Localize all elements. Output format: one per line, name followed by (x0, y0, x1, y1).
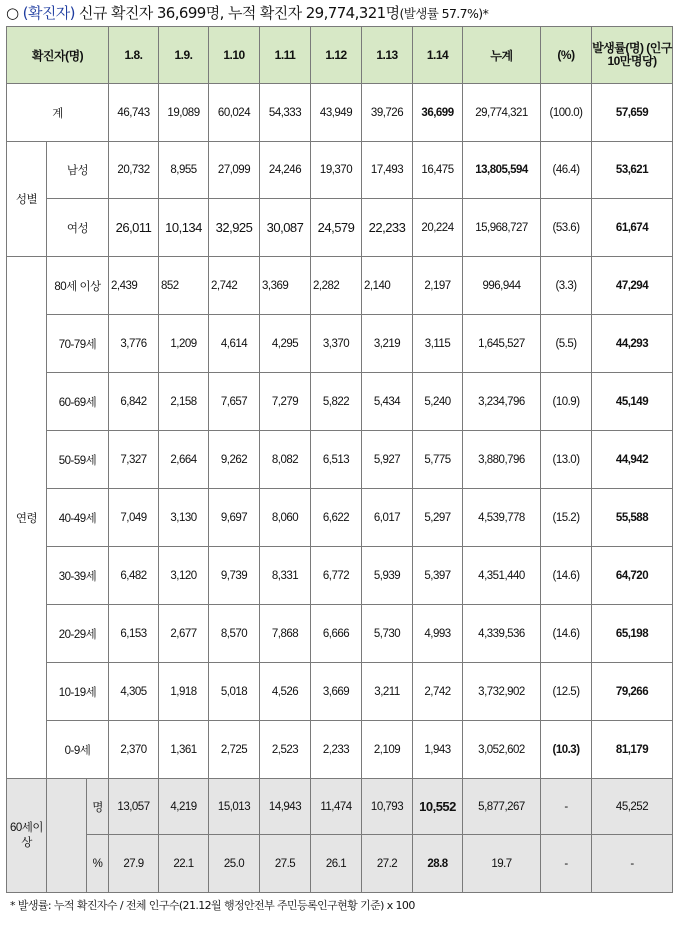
value-cell: 5,018 (209, 663, 260, 721)
value-cell: 10,552 (413, 779, 463, 835)
rate-cell: 45,252 (592, 779, 673, 835)
value-cell: 6,666 (311, 605, 362, 663)
value-cell: 20,224 (413, 199, 463, 257)
row-label: 20-29세 (47, 605, 109, 663)
value-cell: 5,434 (362, 373, 413, 431)
value-cell: 9,739 (209, 547, 260, 605)
cumulative-cell: 3,234,796 (463, 373, 541, 431)
rate-cell: 45,149 (592, 373, 673, 431)
value-cell: 6,017 (362, 489, 413, 547)
value-cell: 9,262 (209, 431, 260, 489)
value-cell: 1,209 (159, 315, 209, 373)
rate-cell: 44,942 (592, 431, 673, 489)
value-cell: 36,699 (413, 84, 463, 142)
value-cell: 19,089 (159, 84, 209, 142)
sex-row-male (7, 142, 673, 199)
header-cumulative: 누계 (463, 27, 541, 84)
title-paren-open: ( (22, 4, 28, 22)
report-title (6, 2, 656, 24)
percent-cell: - (541, 835, 592, 893)
value-cell: 2,109 (362, 721, 413, 779)
title-main-text: 신규 확진자 36,699명, 누적 확진자 29,774,321명 (74, 4, 400, 22)
value-cell: 7,868 (260, 605, 311, 663)
age-row (7, 547, 673, 605)
percent-cell: (14.6) (541, 605, 592, 663)
rate-cell: 44,293 (592, 315, 673, 373)
unit-label: % (87, 835, 109, 893)
cumulative-cell: 1,645,527 (463, 315, 541, 373)
value-cell: 43,949 (311, 84, 362, 142)
value-cell: 4,305 (109, 663, 159, 721)
header-row (7, 27, 673, 84)
value-cell: 8,060 (260, 489, 311, 547)
row-label: 70-79세 (47, 315, 109, 373)
value-cell: 24,579 (311, 199, 362, 257)
value-cell: 2,742 (413, 663, 463, 721)
age-row (7, 663, 673, 721)
value-cell: 6,772 (311, 547, 362, 605)
value-cell: 10,134 (159, 199, 209, 257)
value-cell: 2,370 (109, 721, 159, 779)
value-cell: 27.5 (260, 835, 311, 893)
rate-cell: - (592, 835, 673, 893)
footnote: * 발생률: 누적 확진자수 / 전체 인구수(21.12월 행정안전부 주민등록인구현황 기준) x 100 (10, 899, 415, 912)
value-cell: 6,622 (311, 489, 362, 547)
value-cell: 5,927 (362, 431, 413, 489)
value-cell: 46,743 (109, 84, 159, 142)
value-cell: 5,397 (413, 547, 463, 605)
value-cell: 4,526 (260, 663, 311, 721)
unit-label: 명 (87, 779, 109, 835)
sex-row-female (7, 199, 673, 257)
percent-cell: (5.5) (541, 315, 592, 373)
value-cell: 2,233 (311, 721, 362, 779)
value-cell: 19,370 (311, 142, 362, 199)
rate-cell: 79,266 (592, 663, 673, 721)
cumulative-cell: 4,539,778 (463, 489, 541, 547)
value-cell: 2,197 (413, 257, 463, 315)
value-cell: 7,049 (109, 489, 159, 547)
value-cell: 6,513 (311, 431, 362, 489)
header-date: 1.12 (311, 27, 362, 84)
header-date: 1.8. (109, 27, 159, 84)
percent-cell: - (541, 779, 592, 835)
age-row (7, 431, 673, 489)
row-label: 10-19세 (47, 663, 109, 721)
group-spacer (47, 779, 87, 893)
cumulative-cell: 3,052,602 (463, 721, 541, 779)
value-cell: 28.8 (413, 835, 463, 893)
row-label: 30-39세 (47, 547, 109, 605)
value-cell: 5,297 (413, 489, 463, 547)
title-confirmed-label: 확진자 (27, 4, 70, 22)
percent-cell: (12.5) (541, 663, 592, 721)
header-date: 1.10 (209, 27, 260, 84)
value-cell: 60,024 (209, 84, 260, 142)
value-cell: 20,732 (109, 142, 159, 199)
row-label: 계 (7, 84, 109, 142)
header-category: 확진자(명) (7, 27, 109, 84)
cumulative-cell: 4,351,440 (463, 547, 541, 605)
value-cell: 5,240 (413, 373, 463, 431)
percent-cell: (10.9) (541, 373, 592, 431)
rate-cell: 57,659 (592, 84, 673, 142)
value-cell: 10,793 (362, 779, 413, 835)
value-cell: 7,657 (209, 373, 260, 431)
group-label-age: 연령 (7, 257, 47, 779)
row-label: 여성 (47, 199, 109, 257)
value-cell: 852 (159, 257, 209, 315)
value-cell: 4,219 (159, 779, 209, 835)
value-cell: 26,011 (109, 199, 159, 257)
rate-cell: 55,588 (592, 489, 673, 547)
row-label: 40-49세 (47, 489, 109, 547)
age-row (7, 489, 673, 547)
value-cell: 17,493 (362, 142, 413, 199)
value-cell: 3,219 (362, 315, 413, 373)
value-cell: 2,140 (362, 257, 413, 315)
value-cell: 22.1 (159, 835, 209, 893)
age-row (7, 257, 673, 315)
rate-cell: 61,674 (592, 199, 673, 257)
value-cell: 5,822 (311, 373, 362, 431)
rate-cell: 47,294 (592, 257, 673, 315)
value-cell: 1,918 (159, 663, 209, 721)
percent-cell: (13.0) (541, 431, 592, 489)
value-cell: 13,057 (109, 779, 159, 835)
value-cell: 54,333 (260, 84, 311, 142)
value-cell: 3,369 (260, 257, 311, 315)
value-cell: 2,158 (159, 373, 209, 431)
header-date: 1.11 (260, 27, 311, 84)
cumulative-cell: 3,880,796 (463, 431, 541, 489)
cumulative-cell: 13,805,594 (463, 142, 541, 199)
value-cell: 27,099 (209, 142, 260, 199)
value-cell: 5,939 (362, 547, 413, 605)
over60-pct-row (7, 835, 673, 893)
value-cell: 2,742 (209, 257, 260, 315)
header-date: 1.13 (362, 27, 413, 84)
percent-cell: (3.3) (541, 257, 592, 315)
value-cell: 8,955 (159, 142, 209, 199)
age-row (7, 315, 673, 373)
value-cell: 27.9 (109, 835, 159, 893)
cumulative-cell: 996,944 (463, 257, 541, 315)
value-cell: 30,087 (260, 199, 311, 257)
cumulative-cell: 5,877,267 (463, 779, 541, 835)
confirmed-cases-table (6, 26, 673, 893)
value-cell: 1,943 (413, 721, 463, 779)
value-cell: 7,279 (260, 373, 311, 431)
percent-cell: (100.0) (541, 84, 592, 142)
value-cell: 3,776 (109, 315, 159, 373)
value-cell: 4,295 (260, 315, 311, 373)
cumulative-cell: 29,774,321 (463, 84, 541, 142)
total-row (7, 84, 673, 142)
over60-count-row (7, 779, 673, 835)
percent-cell: (53.6) (541, 199, 592, 257)
value-cell: 3,120 (159, 547, 209, 605)
value-cell: 5,775 (413, 431, 463, 489)
value-cell: 2,677 (159, 605, 209, 663)
value-cell: 1,361 (159, 721, 209, 779)
bullet-circle: ○ (6, 4, 19, 22)
title-paren-close: ) (69, 4, 75, 22)
age-row (7, 373, 673, 431)
rate-cell: 81,179 (592, 721, 673, 779)
value-cell: 6,482 (109, 547, 159, 605)
row-label: 50-59세 (47, 431, 109, 489)
value-cell: 2,664 (159, 431, 209, 489)
value-cell: 25.0 (209, 835, 260, 893)
value-cell: 4,993 (413, 605, 463, 663)
value-cell: 16,475 (413, 142, 463, 199)
value-cell: 5,730 (362, 605, 413, 663)
value-cell: 39,726 (362, 84, 413, 142)
value-cell: 6,842 (109, 373, 159, 431)
title-rate-note: (발생률 57.7%)* (399, 6, 489, 21)
value-cell: 7,327 (109, 431, 159, 489)
value-cell: 32,925 (209, 199, 260, 257)
cumulative-cell: 19.7 (463, 835, 541, 893)
rate-cell: 64,720 (592, 547, 673, 605)
header-percent: (%) (541, 27, 592, 84)
value-cell: 15,013 (209, 779, 260, 835)
value-cell: 14,943 (260, 779, 311, 835)
rate-cell: 65,198 (592, 605, 673, 663)
row-label: 남성 (47, 142, 109, 199)
header-date: 1.9. (159, 27, 209, 84)
cumulative-cell: 4,339,536 (463, 605, 541, 663)
cumulative-cell: 15,968,727 (463, 199, 541, 257)
percent-cell: (46.4) (541, 142, 592, 199)
value-cell: 4,614 (209, 315, 260, 373)
value-cell: 24,246 (260, 142, 311, 199)
value-cell: 3,370 (311, 315, 362, 373)
value-cell: 8,570 (209, 605, 260, 663)
value-cell: 3,115 (413, 315, 463, 373)
value-cell: 27.2 (362, 835, 413, 893)
group-label-over60: 60세이상 (7, 779, 47, 893)
value-cell: 8,082 (260, 431, 311, 489)
age-row (7, 721, 673, 779)
value-cell: 26.1 (311, 835, 362, 893)
value-cell: 8,331 (260, 547, 311, 605)
percent-cell: (15.2) (541, 489, 592, 547)
row-label: 80세 이상 (47, 257, 109, 315)
value-cell: 11,474 (311, 779, 362, 835)
row-label: 0-9세 (47, 721, 109, 779)
cumulative-cell: 3,732,902 (463, 663, 541, 721)
value-cell: 9,697 (209, 489, 260, 547)
header-date: 1.14 (413, 27, 463, 84)
value-cell: 2,523 (260, 721, 311, 779)
value-cell: 2,725 (209, 721, 260, 779)
row-label: 60-69세 (47, 373, 109, 431)
age-row (7, 605, 673, 663)
value-cell: 2,439 (109, 257, 159, 315)
value-cell: 6,153 (109, 605, 159, 663)
value-cell: 3,669 (311, 663, 362, 721)
percent-cell: (10.3) (541, 721, 592, 779)
group-label-sex: 성별 (7, 142, 47, 257)
percent-cell: (14.6) (541, 547, 592, 605)
rate-cell: 53,621 (592, 142, 673, 199)
value-cell: 3,211 (362, 663, 413, 721)
header-rate: 발생률(명) (인구 10만명당) (592, 27, 673, 84)
value-cell: 2,282 (311, 257, 362, 315)
value-cell: 3,130 (159, 489, 209, 547)
value-cell: 22,233 (362, 199, 413, 257)
